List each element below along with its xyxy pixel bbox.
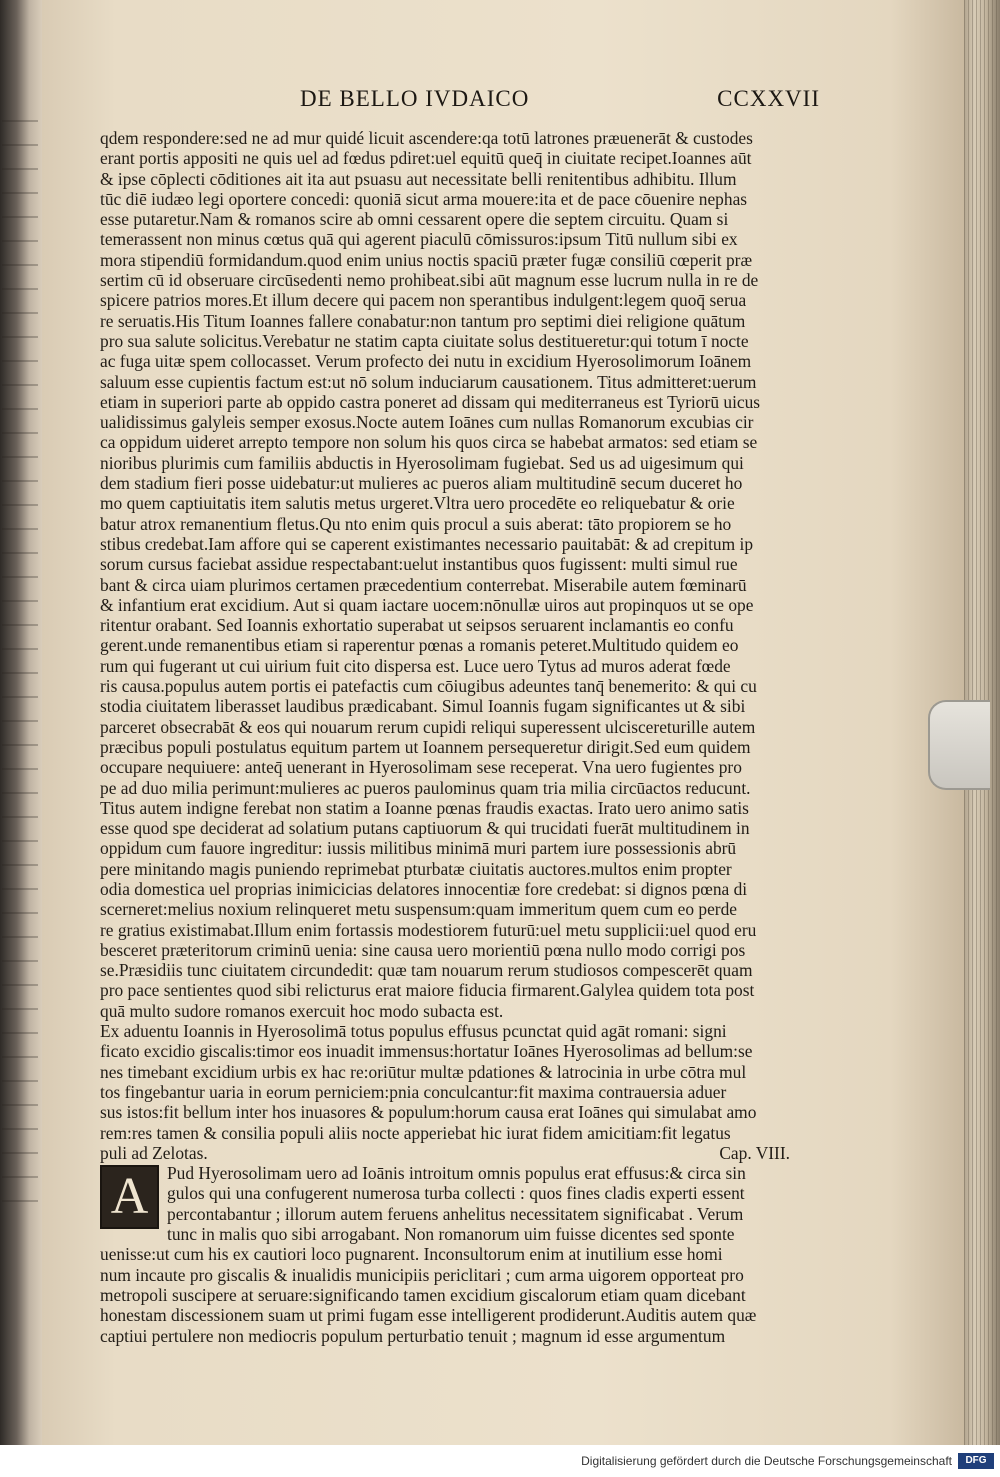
text-line: sus istos:fit bellum inter hos inuasores & populum:horum causa erat Ioānes qui simulabat amo bbox=[100, 1102, 757, 1123]
text-line: ritentur orabant. Sed Ioannis exhortatio superabat ut seipsos seruarent inclamantis eo confu bbox=[100, 615, 734, 636]
text-line: re seruatis.His Titum Ioannes fallere conabatur:non tantum pro septimi diei religione quātum bbox=[100, 310, 746, 331]
summary-last-row bbox=[100, 1143, 790, 1163]
text-line: Ex aduentu Ioannis in Hyerosolimā totus populus effusus pcunctat quid agāt romani: signi bbox=[100, 1021, 727, 1042]
text-line: batur atrox remanentium fletus.Qu nto enim quis procul a suis aberat: tāto propiorem se ho bbox=[100, 513, 732, 534]
text-line: se.Præsidiis tunc ciuitatem circundedit: quæ tam nouarum rerum studiosos compescerēt quam bbox=[100, 960, 753, 981]
text-line: esse quod spe deciderat ad solatium putans captiuorum & qui trucidati fuerāt multitudinem in bbox=[100, 818, 750, 839]
text-line: gulos qui una confugerent numerosa turba collecti : quos fines cladis experti essent bbox=[167, 1183, 745, 1204]
text-line: mora stipendiū formidandum.quod enim unius noctis spaciū præter fugæ consiliū cœperit præ bbox=[100, 249, 753, 270]
text-line: quā multo sudore romanos exercuit hoc modo subacta est. bbox=[100, 1000, 504, 1021]
text-line: & infantium erat excidium. Aut si quam iactare uocem:nōnullæ uiros aut propinquos ut se ope bbox=[100, 594, 754, 615]
text-line: gerent.unde remanentibus etiam si raperentur pœnas a romanis peteret.Multitudo quidem eo bbox=[100, 635, 739, 656]
text-line: saluum esse cupientis factum est:ut nō solum induciarum causationem. Titus admitteret:uerum bbox=[100, 371, 757, 392]
summary-last-line: puli ad Zelotas. bbox=[100, 1142, 208, 1163]
text-line: ris causa.populus autem portis ei patefactis cum cōiugibus adeuntes tanq̄ benemerito: & qui cu bbox=[100, 676, 757, 697]
chapter-mark: Cap. VIII. bbox=[719, 1142, 790, 1163]
text-line: oppidum cum fauore ingreditur: iussis militibus minimā muri partem iure possessionis abrū bbox=[100, 838, 737, 859]
text-line: occupare nequiuere: anteq̄ uenerant in Hyerosolimam sese receperat. Vna uero fugientes pro bbox=[100, 757, 742, 778]
text-line: præcibus populi postulatus equitum partem ut Ioannem persequeretur dirigit.Sed eum quidem bbox=[100, 736, 751, 757]
chapter-summary bbox=[100, 1021, 790, 1143]
text-line: dem stadium fieri posse uidebatur:ut mulieres ac pueros aliam multitudinē secum duceret ho bbox=[100, 473, 743, 494]
adjacent-page-text-shadow bbox=[2, 120, 38, 1220]
text-line: temerassent non minus cœtus quā qui agerent piaculū cōmissuros:ipsum Titū nullum sibi ex bbox=[100, 229, 738, 250]
text-line: nes timebant excidium urbis ex hac re:oriūtur multæ pdationes & latrocinia in urbe cōtra mul bbox=[100, 1061, 747, 1082]
chapter-opening-lines bbox=[100, 1163, 790, 1224]
text-line: etiam in superiori parte ab oppido castra poneret ad dissam qui mediterraneus est Tyriorū uicus bbox=[100, 391, 761, 412]
text-line: nioribus plurimis cum familiis abductis in Hyerosolimam fugiebat. Sed us ad uigesimum qui bbox=[100, 452, 744, 473]
text-line: rem:res tamen & consilia populi aliis nocte apperiebat hic iurat fidem amicitiam:fit legatus bbox=[100, 1122, 731, 1143]
text-line: percontabantur ; illorum autem feruens anhelitus necessitatem significabat . Verum bbox=[167, 1203, 744, 1224]
text-line: tūc diē iudæo legi oportere concedi: quoniā sicut arma mouere:ita et de pace cōuenire nephas bbox=[100, 188, 748, 209]
text-line: pro pace sentientes quod sibi relicturus erat maiore fiducia firmarent.Galylea quidem tota post bbox=[100, 980, 755, 1001]
text-line: Pud Hyerosolimam uero ad Ioānis introitum omnis populus erat effusus:& circa sin bbox=[167, 1163, 746, 1184]
text-line: scerneret:melius noxium relinqueret metu suspensum:quam immeritum quem cum eo perde bbox=[100, 899, 738, 920]
folio-number: CCXXVII bbox=[717, 86, 820, 111]
text-line: ualidissimus galyleis semper exosus.Nocte autem Ioānes cum nullas Romanorum excubias cir bbox=[100, 412, 754, 433]
chapter-opening bbox=[100, 1163, 790, 1224]
text-line: mo quem captiuitatis item salutis metus urgeret.Vltra uero procedēte eo reliquebatur & orie bbox=[100, 493, 735, 514]
footer-bar bbox=[0, 1445, 1000, 1477]
text-line: pro sua salute solicitus.Verebatur ne statim capta ciuitate solus destitueretur:qui totum ī nocte bbox=[100, 330, 749, 351]
text-line: rum qui fugerant ut cui uirium fuit cito dispersa est. Luce uero Tytus ad muros aderat fœde bbox=[100, 655, 731, 676]
text-line: spicere patrios mores.Et illum decere qui pacem non sperantibus indulgent:legem quoq̄ serua bbox=[100, 290, 747, 311]
text-line: re gratius existimabat.Illum enim fortassis modestiorem futurū:uel metu supplicii:uel quod eru bbox=[100, 919, 757, 940]
text-line: captiui pertulere non mediocris populum perturbatio tenuit ; magnum id esse argumentum bbox=[100, 1325, 726, 1346]
text-line: sertim cū id obseruare circūsedenti nemo prohibeat.sibi aūt magnum esse lucrum nulla in re de bbox=[100, 270, 759, 291]
running-title: DE BELLO IVDAICO bbox=[300, 86, 530, 111]
running-head bbox=[300, 86, 820, 116]
dfg-logo: DFG bbox=[958, 1453, 994, 1469]
text-line: tunc in malis quo sibi arrogabant. Non romanorum uim fuisse dicentes sed sponte bbox=[167, 1224, 735, 1245]
body-paragraph bbox=[100, 128, 790, 1021]
text-line: ac fuga uitæ spem collocasset. Verum profecto dei nutu in excidium Hyerosolimorum Ioānem bbox=[100, 351, 752, 372]
text-line: bant & circa uiam plurimos certamen præcedentium conterrebat. Miserabile autem fœminarū bbox=[100, 574, 747, 595]
text-line: honestam discessionem suam ut primi fugam esse intelligerent prodiderunt.Auditis autem quæ bbox=[100, 1305, 757, 1326]
text-line: esse putaretur.Nam & romanos scire ab omni cessarent opere die septem circuitu. Quam si bbox=[100, 209, 729, 230]
chapter-paragraph bbox=[100, 1224, 790, 1346]
text-line: tos fingebantur uaria in eorum perniciem:pnia conculcantur:fit maxima contrauersia aduer bbox=[100, 1081, 727, 1102]
text-line: stibus credebat.Iam affore qui se caperent existimantes necessario pauitabāt: & ad crepitum ip bbox=[100, 533, 754, 554]
text-line: qdem respondere:sed ne ad mur quidé licuit ascendere:qa totū latrones præuenerāt & custodes bbox=[100, 128, 753, 148]
text-line: odia domestica uel proprias inimicicias delatores innocentiæ fore credebat: si dignos pœna di bbox=[100, 878, 748, 899]
text-line: erant portis appositi ne quis uel ad fœdus pdiret:uel equitū queq̄ in ciuitate recipet.Ioannes aūt bbox=[100, 148, 752, 169]
text-line: pe ad duo milia perimunt:mulieres ac pueros paulominus quam tria milia circūactos reducunt. bbox=[100, 777, 751, 798]
text-block bbox=[100, 128, 790, 1346]
text-line: ficato excidio giscalis:timor eos inuadit immensus:hortatur Ioānes Hyerosolimas ad bellum:se bbox=[100, 1041, 753, 1062]
text-line: & ipse cōplecti cōditiones ait ita aut psuasu aut necessitate belli renitentibus adhibitu. Illum bbox=[100, 168, 737, 189]
text-line: uenisse:ut cum his ex cautiori loco pugnarent. Inconsultorum enim at inutilium esse homi bbox=[100, 1244, 723, 1265]
text-line: besceret præteritorum criminū uenia: sine causa uero morientiū pœna nullo modo corrigi pos bbox=[100, 939, 746, 960]
text-line: Titus autem indigne ferebat non statim a Ioanne pœnas fraudis exactas. Irato uero animo satis bbox=[100, 797, 749, 818]
text-line: num incaute pro giscalis & inualidis municipiis periclitari ; cum arma uigorem opporteat pro bbox=[100, 1264, 744, 1285]
funding-note: Digitalisierung gefördert durch die Deutsche Forschungsgemeinschaft bbox=[581, 1454, 952, 1468]
decorated-initial: A bbox=[100, 1165, 159, 1229]
page-clip bbox=[928, 700, 990, 790]
text-line: sorum cursus faciebat assidue respectabant:uelut instantibus quos fugissent: multi simul rue bbox=[100, 554, 738, 575]
text-line: metropoli suscipere at seruare:significando tamen excidium giscalorum etiam quam dicebant bbox=[100, 1284, 746, 1305]
text-line: pere minitando magis puniendo reprimebat pturbatæ ciuitatis auctores.multos enim propter bbox=[100, 858, 732, 879]
text-line: ca oppidum uideret arrepto tempore non solum his quos circa se habebat armatos: sed etiam se bbox=[100, 432, 758, 453]
text-line: parceret obsecrabāt & eos qui nouarum rerum cupidi reliqui superessent ulciscereturille autem bbox=[100, 716, 756, 737]
text-line: stodia ciuitatem liberasset laudibus prædicabant. Simul Ioannis fugam significantes ut & sibi bbox=[100, 696, 746, 717]
